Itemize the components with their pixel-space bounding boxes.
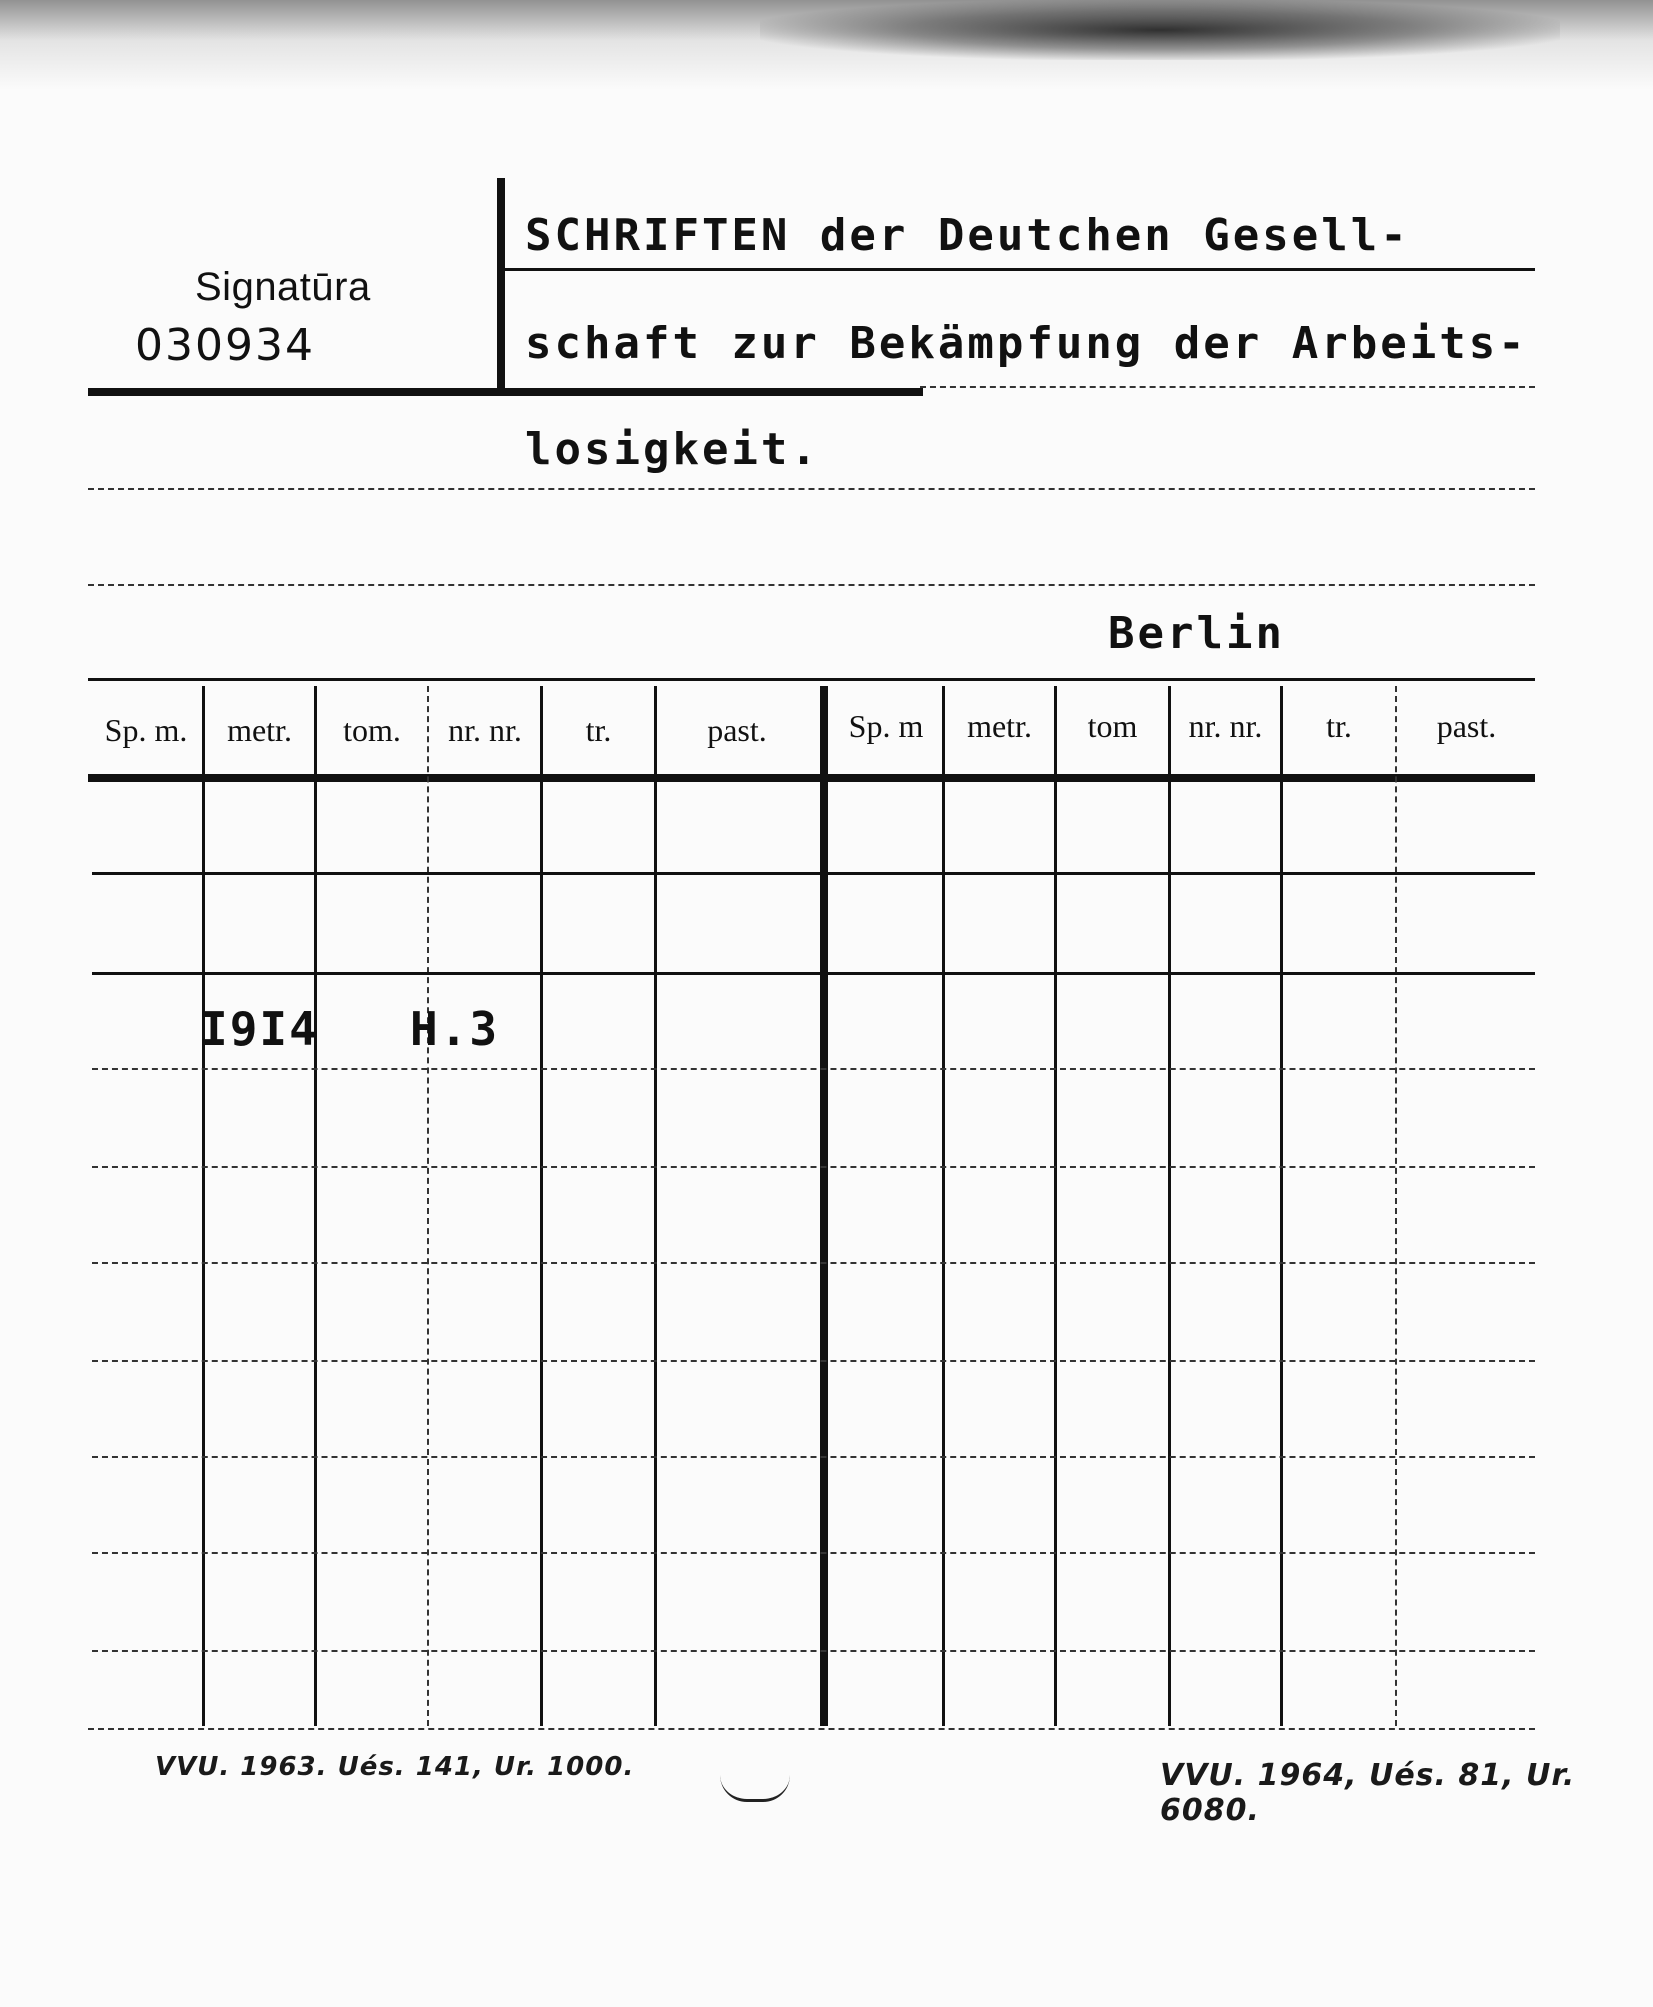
col-divider	[1054, 686, 1057, 1726]
col-header-tr-right: tr.	[1326, 708, 1352, 744]
title-line-3: losigkeit.	[525, 424, 820, 475]
note-right: VVU. 1964, Ués. 81, Ur. 6080.	[1160, 1758, 1576, 1828]
row-rule	[92, 1360, 1535, 1362]
title-rule-1	[505, 268, 1535, 271]
center-double-divider	[820, 686, 828, 1726]
row-rule	[92, 1166, 1535, 1168]
col-divider	[427, 686, 429, 1726]
row-rule	[92, 1456, 1535, 1458]
col-header-tr: tr.	[585, 712, 612, 748]
col-divider	[942, 686, 945, 1726]
row-rule	[92, 872, 1535, 875]
col-divider	[314, 686, 317, 1726]
col-header-nr-nr-right: nr. nr.	[1188, 708, 1263, 744]
col-header-sp-m-right: Sp. m	[848, 708, 924, 744]
scan-mark	[720, 1775, 790, 1802]
title-line-1: SCHRIFTEN der Deutchen Gesell-	[525, 210, 1410, 261]
place-of-publication: Berlin	[1108, 608, 1285, 659]
col-header-past-right: past.	[1436, 708, 1497, 744]
table-header-rule	[88, 774, 1535, 782]
col-header-past: past.	[707, 712, 767, 748]
col-header-tom: tom.	[343, 712, 401, 748]
entry-issue: H.3	[410, 1002, 500, 1056]
row-rule	[92, 1068, 1535, 1070]
col-header-metr-right: metr.	[967, 708, 1032, 744]
table-top-rule	[88, 678, 1535, 681]
signature-divider	[497, 178, 505, 388]
title-rule-2	[920, 386, 1535, 388]
title-line-2: schaft zur Bekämpfung der Arbeits-	[525, 318, 1528, 369]
title-rule-4	[88, 584, 1535, 586]
note-left: VVU. 1963. Ués. 141, Ur. 1000.	[155, 1752, 635, 1782]
col-divider	[654, 686, 657, 1726]
signature-label: Signatūra	[195, 265, 371, 309]
col-divider	[1168, 686, 1171, 1726]
table-bottom-rule	[88, 1728, 1535, 1730]
col-divider	[1280, 686, 1283, 1726]
entry-year: I9I4	[200, 1002, 319, 1056]
header-rule	[88, 388, 923, 396]
row-rule	[92, 972, 1535, 975]
col-header-metr: metr.	[227, 712, 292, 748]
signature-value: 030934	[135, 320, 315, 371]
col-header-nr-nr: nr. nr.	[448, 712, 522, 748]
col-divider	[540, 686, 543, 1726]
col-divider	[202, 686, 205, 1726]
row-rule	[92, 1552, 1535, 1554]
row-rule	[92, 1262, 1535, 1264]
title-rule-3	[88, 488, 1535, 490]
col-divider	[1395, 686, 1397, 1726]
col-header-tom-right: tom	[1087, 708, 1138, 744]
col-header-sp-m: Sp. m.	[104, 712, 188, 748]
row-rule	[92, 1650, 1535, 1652]
